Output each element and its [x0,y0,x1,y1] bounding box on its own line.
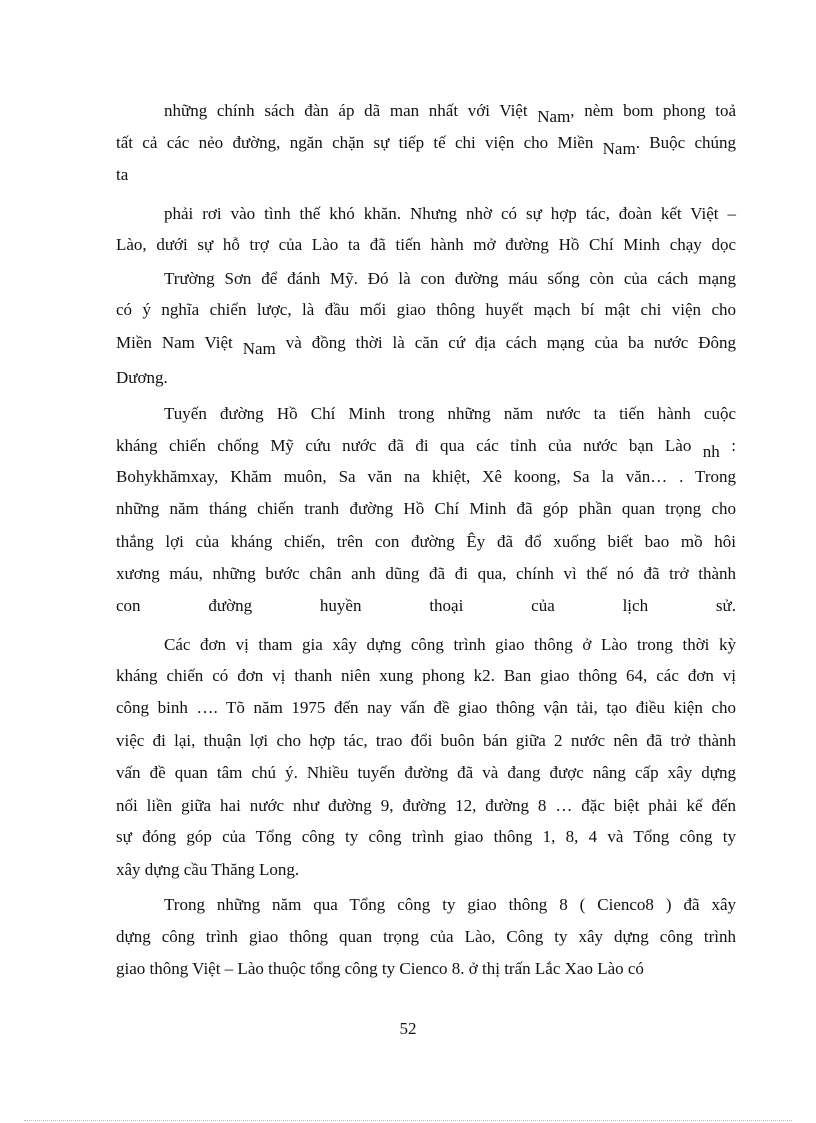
text-run: những chính sách đàn áp dã man nhất với Việt [164,101,538,120]
text-run: những năm tháng chiến tranh đường Hồ Chí Minh đã góp phần quan trọng cho [116,499,736,518]
text-line [116,298,736,322]
text-line [116,594,736,618]
text-run: tất cả các nẻo đường, ngăn chặn sự tiếp tế chi viện cho Miền [116,133,603,152]
text-line [116,331,737,358]
text-run: , nèm bom phong toả [570,101,736,120]
text-run: Các đơn vị tham gia xây dựng công trình giao thông ở Lào trong thời kỳ [164,635,736,654]
text-run: xương máu, những bước chân anh dũng đã đi qua, chính vì thế nó đã trở thành [116,564,736,583]
text-line [116,562,736,586]
page-number: 52 [399,1019,417,1038]
text-line [164,267,736,291]
text-line [116,131,736,158]
text-line [116,497,736,521]
text-line [116,530,736,554]
text-line [164,893,736,917]
text-line [116,163,736,187]
text-run: xây dựng cầu Thăng Long. [116,860,300,879]
text-run: ta [116,165,129,184]
text-run: thắng lợi của kháng chiến, trên con đường Êy đã đổ xuống biết bao mồ hôi [116,532,736,551]
text-line [116,761,736,785]
text-line [116,925,736,949]
text-run: vấn đề quan tâm chú ý. Nhiều tuyến đường đã và đang được nâng cấp xây dựng [116,763,736,782]
text-run: Bohykhămxay, Khăm muôn, Sa văn na khiệt, Xê koong, Sa la văn… . Trong [116,467,736,486]
text-run: giao thông Việt – Lào thuộc tổng công ty Cienco 8. ở thị trấn Lắc Xao Lào có [116,959,644,978]
text-run: kháng chiến chống Mỹ cứu nước đã đi qua các tỉnh của nước bạn Lào [116,436,703,455]
text-run: Trường Sơn để đánh Mỹ. Đó là con đường máu sống còn của cách mạng [164,269,736,288]
lowered-text-run: nh [702,442,720,461]
text-run: có ý nghĩa chiến lược, là đầu mối giao thông huyết mạch bí mật chi viện cho [116,300,736,319]
text-run: Dương. [116,368,168,387]
text-line [164,202,736,226]
text-line [116,434,736,461]
text-line [116,366,736,390]
text-run: việc đi lại, thuận lợi cho hợp tác, trao đổi buôn bán giữa 2 nước nên đã trở thành [116,731,736,750]
text-run: Trong những năm qua Tổng công ty giao thông 8 ( Cienco8 ) đã xây [164,895,736,914]
text-line [116,696,736,720]
text-run: và đồng thời là căn cứ địa cách mạng của ba nước Đông [275,333,737,352]
text-line [116,465,736,489]
text-line [116,664,736,688]
text-run: : [719,436,736,455]
text-line [116,794,736,818]
lowered-text-run: Nam [537,107,571,126]
text-run: công binh …. Tõ năm 1975 đến nay vấn đề giao thông vận tải, tạo điều kiện cho [116,698,736,717]
text-run: con đường huyền thoại của lịch sử. [116,596,736,615]
text-line [116,233,736,257]
text-run: Tuyến đường Hồ Chí Minh trong những năm nước ta tiến hành cuộc [164,404,736,423]
text-line [116,858,736,882]
text-run: sự đóng góp của Tổng công ty công trình giao thông 1, 8, 4 và Tổng công ty [116,827,736,846]
text-line [164,402,736,426]
text-run: nối liền giữa hai nước như đường 9, đường 12, đường 8 … đặc biệt phải kể đến [116,796,736,815]
text-run: . Buộc chúng [635,133,736,152]
lowered-text-run: Nam [602,139,636,158]
text-run: Miền Nam Việt [116,333,243,352]
text-line [164,99,736,126]
text-run: phải rơi vào tình thế khó khăn. Nhưng nhờ có sự hợp tác, đoàn kết Việt – [164,204,736,223]
text-line [116,825,736,849]
text-line [116,729,736,753]
text-run: Lào, dưới sự hỗ trợ của Lào ta đã tiến hành mở đường Hồ Chí Minh chạy dọc [116,235,736,254]
text-line [116,957,736,981]
text-run: kháng chiến có đơn vị thanh niên xung phong k2. Ban giao thông 64, các đơn vị [116,666,736,685]
page-bottom-rule [24,1120,792,1121]
text-run: dựng công trình giao thông quan trọng của Lào, Công ty xây dựng công trình [116,927,736,946]
text-line [164,633,736,657]
lowered-text-run: Nam [242,339,276,358]
